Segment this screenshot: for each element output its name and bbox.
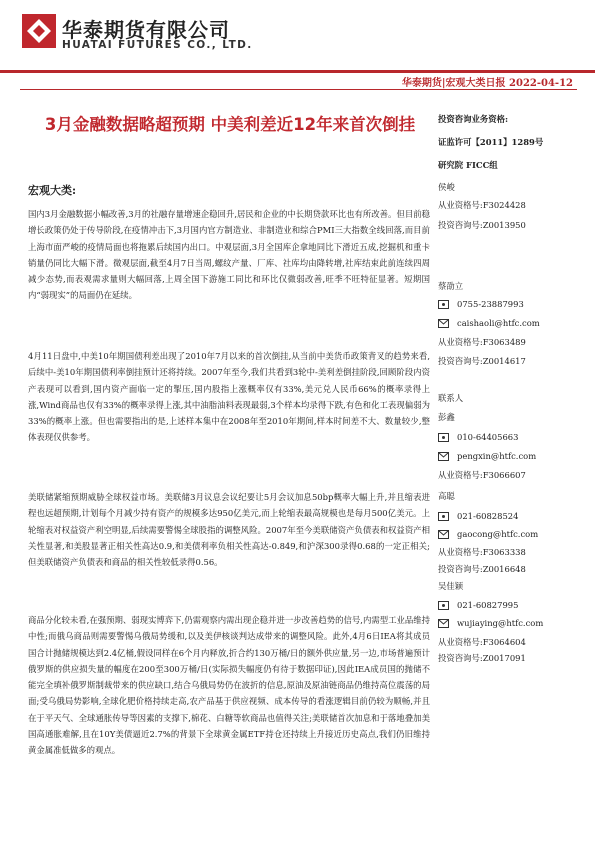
- qualification-value: 证监许可【2011】1289号: [438, 137, 544, 147]
- paragraph-3: 美联储紧缩预期威胁全球权益市场。美联储3月议息会议纪要让5月会议加息50bp概率大幅上升,并且缩表进程也远超预期,计划每个月减少持有资产的规模多达950亿美元,而上轮缩表最高规模也是每月500亿美元。上轮缩表对权益资产利空明显,后续需要警惕全球股指的调整风险。2007年至今美联储资产负债表和权益资产相关性显著,和美股显著正相关性高达0.9,和美债利率负相关性高达-0.849,和沪深300录得0.68的一定正相关;但美联储资产负债表和商品的相关性较低录得0.56。: [28, 492, 430, 568]
- analyst-cong: 从业资格号:F3063489: [438, 337, 526, 347]
- analyst-tou: 投资咨询号:Z0014617: [438, 356, 526, 366]
- phone-icon: [438, 512, 449, 521]
- company-name-cn: 华泰期货有限公司: [62, 18, 230, 42]
- company-name-en: HUATAI FUTURES CO., LTD.: [62, 39, 253, 51]
- contact-phone: 021-60827995: [457, 600, 519, 610]
- contact-cong: 从业资格号:F3066607: [438, 470, 526, 480]
- logo-mark-icon: [22, 14, 56, 48]
- paragraph-1: 国内3月金融数据小幅改善,3月的社融存量增速企稳回升,居民和企业的中长期贷款环比也有所改善。但目前稳增长政策仍处于传导阶段,在疫情冲击下,3月国内官方制造业、非制造业和综合PMI三大指数全线回落,而目前上海市面严峻的疫情局面也将拖累后续国内出口。中观层面,3月全国库企拿地同比下滑近五成,挖掘机和重卡销量仍同比大幅下滑。微观层面,截至4月7日当周,螺纹产量、厂库、社库均由降转增,社库结束此前连续四周减少态势,而表观需求量则大幅回落,上周全国下游施工同比和环比仅微弱改善,旺季不旺特征显著。短期国内“弱现实”的局面仍在延续。: [28, 209, 430, 301]
- phone-icon: [438, 601, 449, 610]
- email-icon: [438, 619, 449, 628]
- contact-phone-row: [438, 511, 518, 521]
- analyst-email[interactable]: caishaoli@htfc.com: [457, 318, 540, 328]
- phone-icon: [438, 433, 449, 442]
- contact-name: 吴佳颖: [438, 581, 464, 591]
- email-icon: [438, 319, 449, 328]
- team-label: 研究院 FICC组: [438, 160, 498, 170]
- analyst-cong: 从业资格号:F3024428: [438, 200, 526, 210]
- email-icon: [438, 530, 449, 539]
- contact-email-row[interactable]: [438, 318, 540, 328]
- page-title: 3月金融数据略超预期 中美利差近12年来首次倒挂: [44, 115, 416, 134]
- phone-icon: [438, 300, 449, 309]
- contacts-label: 联系人: [438, 393, 464, 403]
- contact-email-row[interactable]: [438, 618, 543, 628]
- contact-name: 彭鑫: [438, 412, 455, 422]
- contact-tou: 投资咨询号:Z0016648: [438, 564, 526, 574]
- analyst-phone: 0755-23887993: [457, 299, 524, 309]
- contact-cong: 从业资格号:F3064604: [438, 637, 526, 647]
- contact-email-row[interactable]: [438, 529, 538, 539]
- contact-phone-row: [438, 432, 518, 442]
- analyst-name: 侯峻: [438, 182, 455, 192]
- contact-cong: 从业资格号:F3063338: [438, 547, 526, 557]
- report-line: 华泰期货|宏观大类日报 2022-04-12: [401, 78, 573, 89]
- sidebar: [438, 0, 588, 842]
- contact-phone: 021-60828524: [457, 511, 519, 521]
- analyst-name: 蔡劭立: [438, 281, 464, 291]
- contact-tou: 投资咨询号:Z0017091: [438, 653, 526, 663]
- analyst-tou: 投资咨询号:Z0013950: [438, 220, 526, 230]
- contact-phone-row: [438, 299, 524, 309]
- contact-email[interactable]: gaocong@htfc.com: [457, 529, 539, 539]
- qualification-label: 投资咨询业务资格:: [438, 114, 509, 124]
- email-icon: [438, 452, 449, 461]
- contact-email[interactable]: wujiaying@htfc.com: [457, 618, 544, 628]
- section-heading: 宏观大类:: [28, 184, 77, 197]
- contact-phone-row: [438, 600, 518, 610]
- contact-email-row[interactable]: [438, 451, 536, 461]
- paragraph-2: 4月11日盘中,中美10年期国债利差出现了2010年7月以来的首次倒挂,从当前中美货币政策背叉的趋势来看,后续中-美10年期国债利率倒挂预计还将持续。2007年至今,我们共看到3轮中-美利差倒挂阶段,回顾阶段内资产表现可以看到,国内资产面临一定的掣压,国内股指上涨概率仅有33%,美元兑人民币66%的概率录得上涨,Wind商品也仅有33%的概率录得上涨,其中油脂油料表现最弱,3个样本均录得下跌,有色和化工表现偏弱为33%的概率上涨。但也需要指出的是,上述样本集中在2008年至2010年期间,样本时间差不大、数量较少,整体表现仅供参考。: [28, 351, 430, 443]
- contact-email[interactable]: pengxin@htfc.com: [457, 451, 537, 461]
- contact-name: 高聪: [438, 491, 455, 501]
- contact-phone: 010-64405663: [457, 432, 519, 442]
- paragraph-4: 商品分化较未看,在强预期、弱现实博弈下,仍需观察内需出现企稳并进一步改善趋势的信号,内需型工业品维持中性;而俄乌商品则需要警惕乌俄局势缓和,以及美伊核谈判达成带来的调整风险。此外,4月6日IEA将其成员国合计抛储规模达到2.4亿桶,假设同样在6个月内释放,折合约130万桶/日的额外供应量,另一边,市场普遍预计俄罗斯的供应损失量的幅度在200至300万桶/日(实际损失幅度仍有待于数据印证),因此IEA成员国的抛储不能完全填补俄罗斯制裁带来的供应缺口,结合乌俄局势仍在波折的信息,原油及原油链商品仍维持高位震荡的局面;受乌俄局势影响,全球化肥价格持续走高,农产品基于供应视频、成本传导的看涨逻辑目前仍较为顺畅,并且在于平天气、全球通胀传导等因素的支撑下,棉花、白糖等软商品也值得关注;美联储首次加息和于落地叠加美国高通胀难解,且在10Y美债逼近2.7%的背景下全球黄金属ETF持仓还持续上升接近历史高点,我们仍旧维持黄金属准低做多的观点。: [28, 615, 430, 756]
